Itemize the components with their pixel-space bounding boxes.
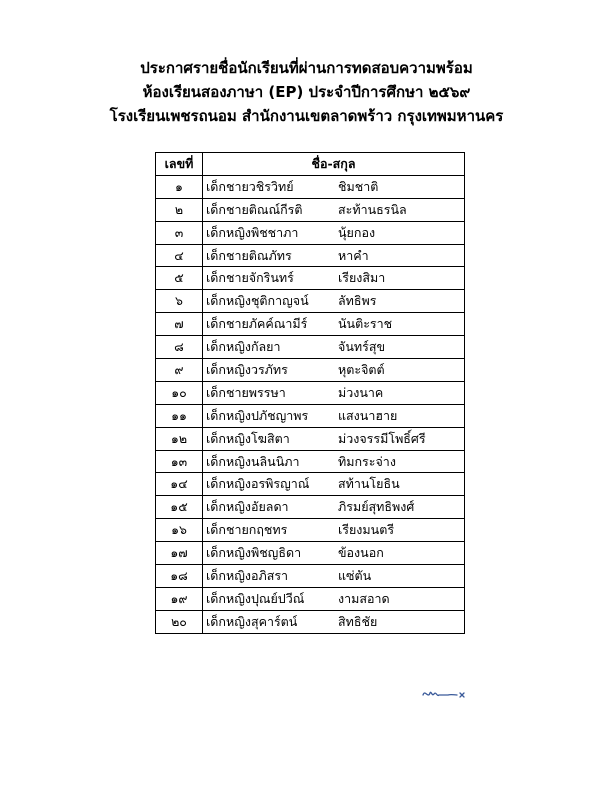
student-first-name: เด็กหญิงอรพิรญาณ์ <box>206 476 310 492</box>
column-header-name: ชื่อ-สกุล <box>203 153 465 176</box>
table-row <box>156 404 465 427</box>
student-first-name: เด็กชายวชิรวิทย์ <box>206 178 294 194</box>
student-name-cell <box>203 427 465 450</box>
student-first-name: เด็กหญิงพิชญธิดา <box>206 545 302 561</box>
student-name-cell <box>203 381 465 404</box>
row-number: ๑๒ <box>156 427 203 450</box>
table-row <box>156 336 465 359</box>
table-row <box>156 290 465 313</box>
row-number: ๑๙ <box>156 587 203 610</box>
student-name-cell <box>203 267 465 290</box>
table-row <box>156 587 465 610</box>
table-row <box>156 610 465 633</box>
student-first-name: เด็กหญิงพิชชาภา <box>206 224 299 240</box>
student-name-cell <box>203 290 465 313</box>
student-last-name: ข้องนอก <box>338 545 384 561</box>
student-name-cell <box>203 175 465 198</box>
row-number: ๒๐ <box>156 610 203 633</box>
student-first-name: เด็กหญิงอัยลดา <box>206 499 289 515</box>
student-first-name: เด็กหญิงวรภัทร <box>206 361 288 377</box>
student-first-name: เด็กชายติณณ์กีรติ <box>206 201 303 217</box>
row-number: ๑๔ <box>156 473 203 496</box>
student-last-name: แสงนาฮาย <box>338 407 398 423</box>
row-number: ๑๑ <box>156 404 203 427</box>
student-first-name: เด็กหญิงกัลยา <box>206 339 281 355</box>
student-name-cell <box>203 359 465 382</box>
student-first-name: เด็กชายจักรินทร์ <box>206 270 294 286</box>
student-name-cell <box>203 313 465 336</box>
student-name-cell <box>203 565 465 588</box>
student-last-name: ม่วงจรรมีโพธิ์ศรี <box>338 430 426 446</box>
title-line-1: ประกาศรายชื่อนักเรียนที่ผ่านการทดสอบความพร้อม <box>140 59 473 77</box>
table-row <box>156 221 465 244</box>
row-number: ๑๕ <box>156 496 203 519</box>
row-number: ๓ <box>156 221 203 244</box>
student-last-name: นุ้ยกอง <box>338 224 376 240</box>
student-name-cell <box>203 519 465 542</box>
row-number: ๑๐ <box>156 381 203 404</box>
student-first-name: เด็กหญิงสุคาร์ตน์ <box>206 613 298 629</box>
student-last-name: สท้านโยธิน <box>338 476 400 492</box>
student-last-name: หุตะจิตต์ <box>338 361 385 377</box>
student-last-name: ชิมชาติ <box>338 178 379 194</box>
signature-mark <box>420 683 470 703</box>
table-row <box>156 244 465 267</box>
student-name-cell <box>203 587 465 610</box>
row-number: ๘ <box>156 336 203 359</box>
table-row <box>156 542 465 565</box>
student-last-name: เรียงสิมา <box>338 270 386 286</box>
student-last-name: หาคำ <box>338 247 369 263</box>
student-name-cell <box>203 496 465 519</box>
table-row <box>156 175 465 198</box>
student-last-name: ม่วงนาค <box>338 384 384 400</box>
row-number: ๕ <box>156 267 203 290</box>
student-last-name: จันทร์สุข <box>338 339 385 355</box>
student-list-table <box>155 152 465 634</box>
student-last-name: สิทธิชัย <box>338 613 378 629</box>
row-number: ๖ <box>156 290 203 313</box>
student-first-name: เด็กหญิงอภิสรา <box>206 567 289 583</box>
student-first-name: เด็กชายกฤชทร <box>206 522 288 538</box>
student-name-cell <box>203 336 465 359</box>
table-row <box>156 565 465 588</box>
student-name-cell <box>203 404 465 427</box>
row-number: ๑๓ <box>156 450 203 473</box>
student-name-cell <box>203 221 465 244</box>
student-name-cell <box>203 542 465 565</box>
table-row <box>156 381 465 404</box>
student-name-cell <box>203 450 465 473</box>
row-number: ๑ <box>156 175 203 198</box>
row-number: ๑๖ <box>156 519 203 542</box>
table-row <box>156 313 465 336</box>
table-row <box>156 473 465 496</box>
student-name-cell <box>203 610 465 633</box>
table-row <box>156 450 465 473</box>
row-number: ๙ <box>156 359 203 382</box>
student-first-name: เด็กหญิงโฆสิตา <box>206 430 290 446</box>
student-last-name: ภิรมย์สุทธิพงศ์ <box>338 499 415 515</box>
student-first-name: เด็กหญิงปภัชญาพร <box>206 407 309 423</box>
student-first-name: เด็กหญิงปุณย์ปวีณ์ <box>206 590 305 606</box>
table-row <box>156 198 465 221</box>
student-first-name: เด็กชายติณภัทร <box>206 247 292 263</box>
student-first-name: เด็กชายภัคค์ณามีร์ <box>206 316 308 332</box>
row-number: ๑๗ <box>156 542 203 565</box>
student-name-cell <box>203 244 465 267</box>
student-last-name: แซ่ตัน <box>338 567 372 583</box>
student-last-name: ลัทธิพร <box>338 293 377 309</box>
row-number: ๑๘ <box>156 565 203 588</box>
student-last-name: สะท้านธรนิล <box>338 201 407 217</box>
student-last-name: ทิมกระจ่าง <box>338 453 396 469</box>
student-first-name: เด็กชายพรรษา <box>206 384 286 400</box>
table-row <box>156 519 465 542</box>
table-row <box>156 496 465 519</box>
student-last-name: นันติะราช <box>338 316 393 332</box>
student-last-name: เรียงมนตรี <box>338 522 395 538</box>
student-last-name: งามสอาด <box>338 590 390 606</box>
announcement-header <box>0 56 613 128</box>
column-header-number: เลขที่ <box>156 153 203 176</box>
table-row <box>156 359 465 382</box>
student-name-cell <box>203 473 465 496</box>
table-header-row <box>156 153 465 176</box>
row-number: ๔ <box>156 244 203 267</box>
table-row <box>156 427 465 450</box>
table-row <box>156 267 465 290</box>
student-first-name: เด็กหญิงนลินนิภา <box>206 453 300 469</box>
title-line-2: ห้องเรียนสองภาษา (EP) ประจำปีการศึกษา ๒๕๖๙ <box>142 83 471 101</box>
student-first-name: เด็กหญิงชุติกาญจน์ <box>206 293 309 309</box>
student-name-cell <box>203 198 465 221</box>
title-line-3: โรงเรียนเพชรถนอม สำนักงานเขตลาดพร้าว กรุงเทพมหานคร <box>109 107 504 125</box>
row-number: ๗ <box>156 313 203 336</box>
row-number: ๒ <box>156 198 203 221</box>
